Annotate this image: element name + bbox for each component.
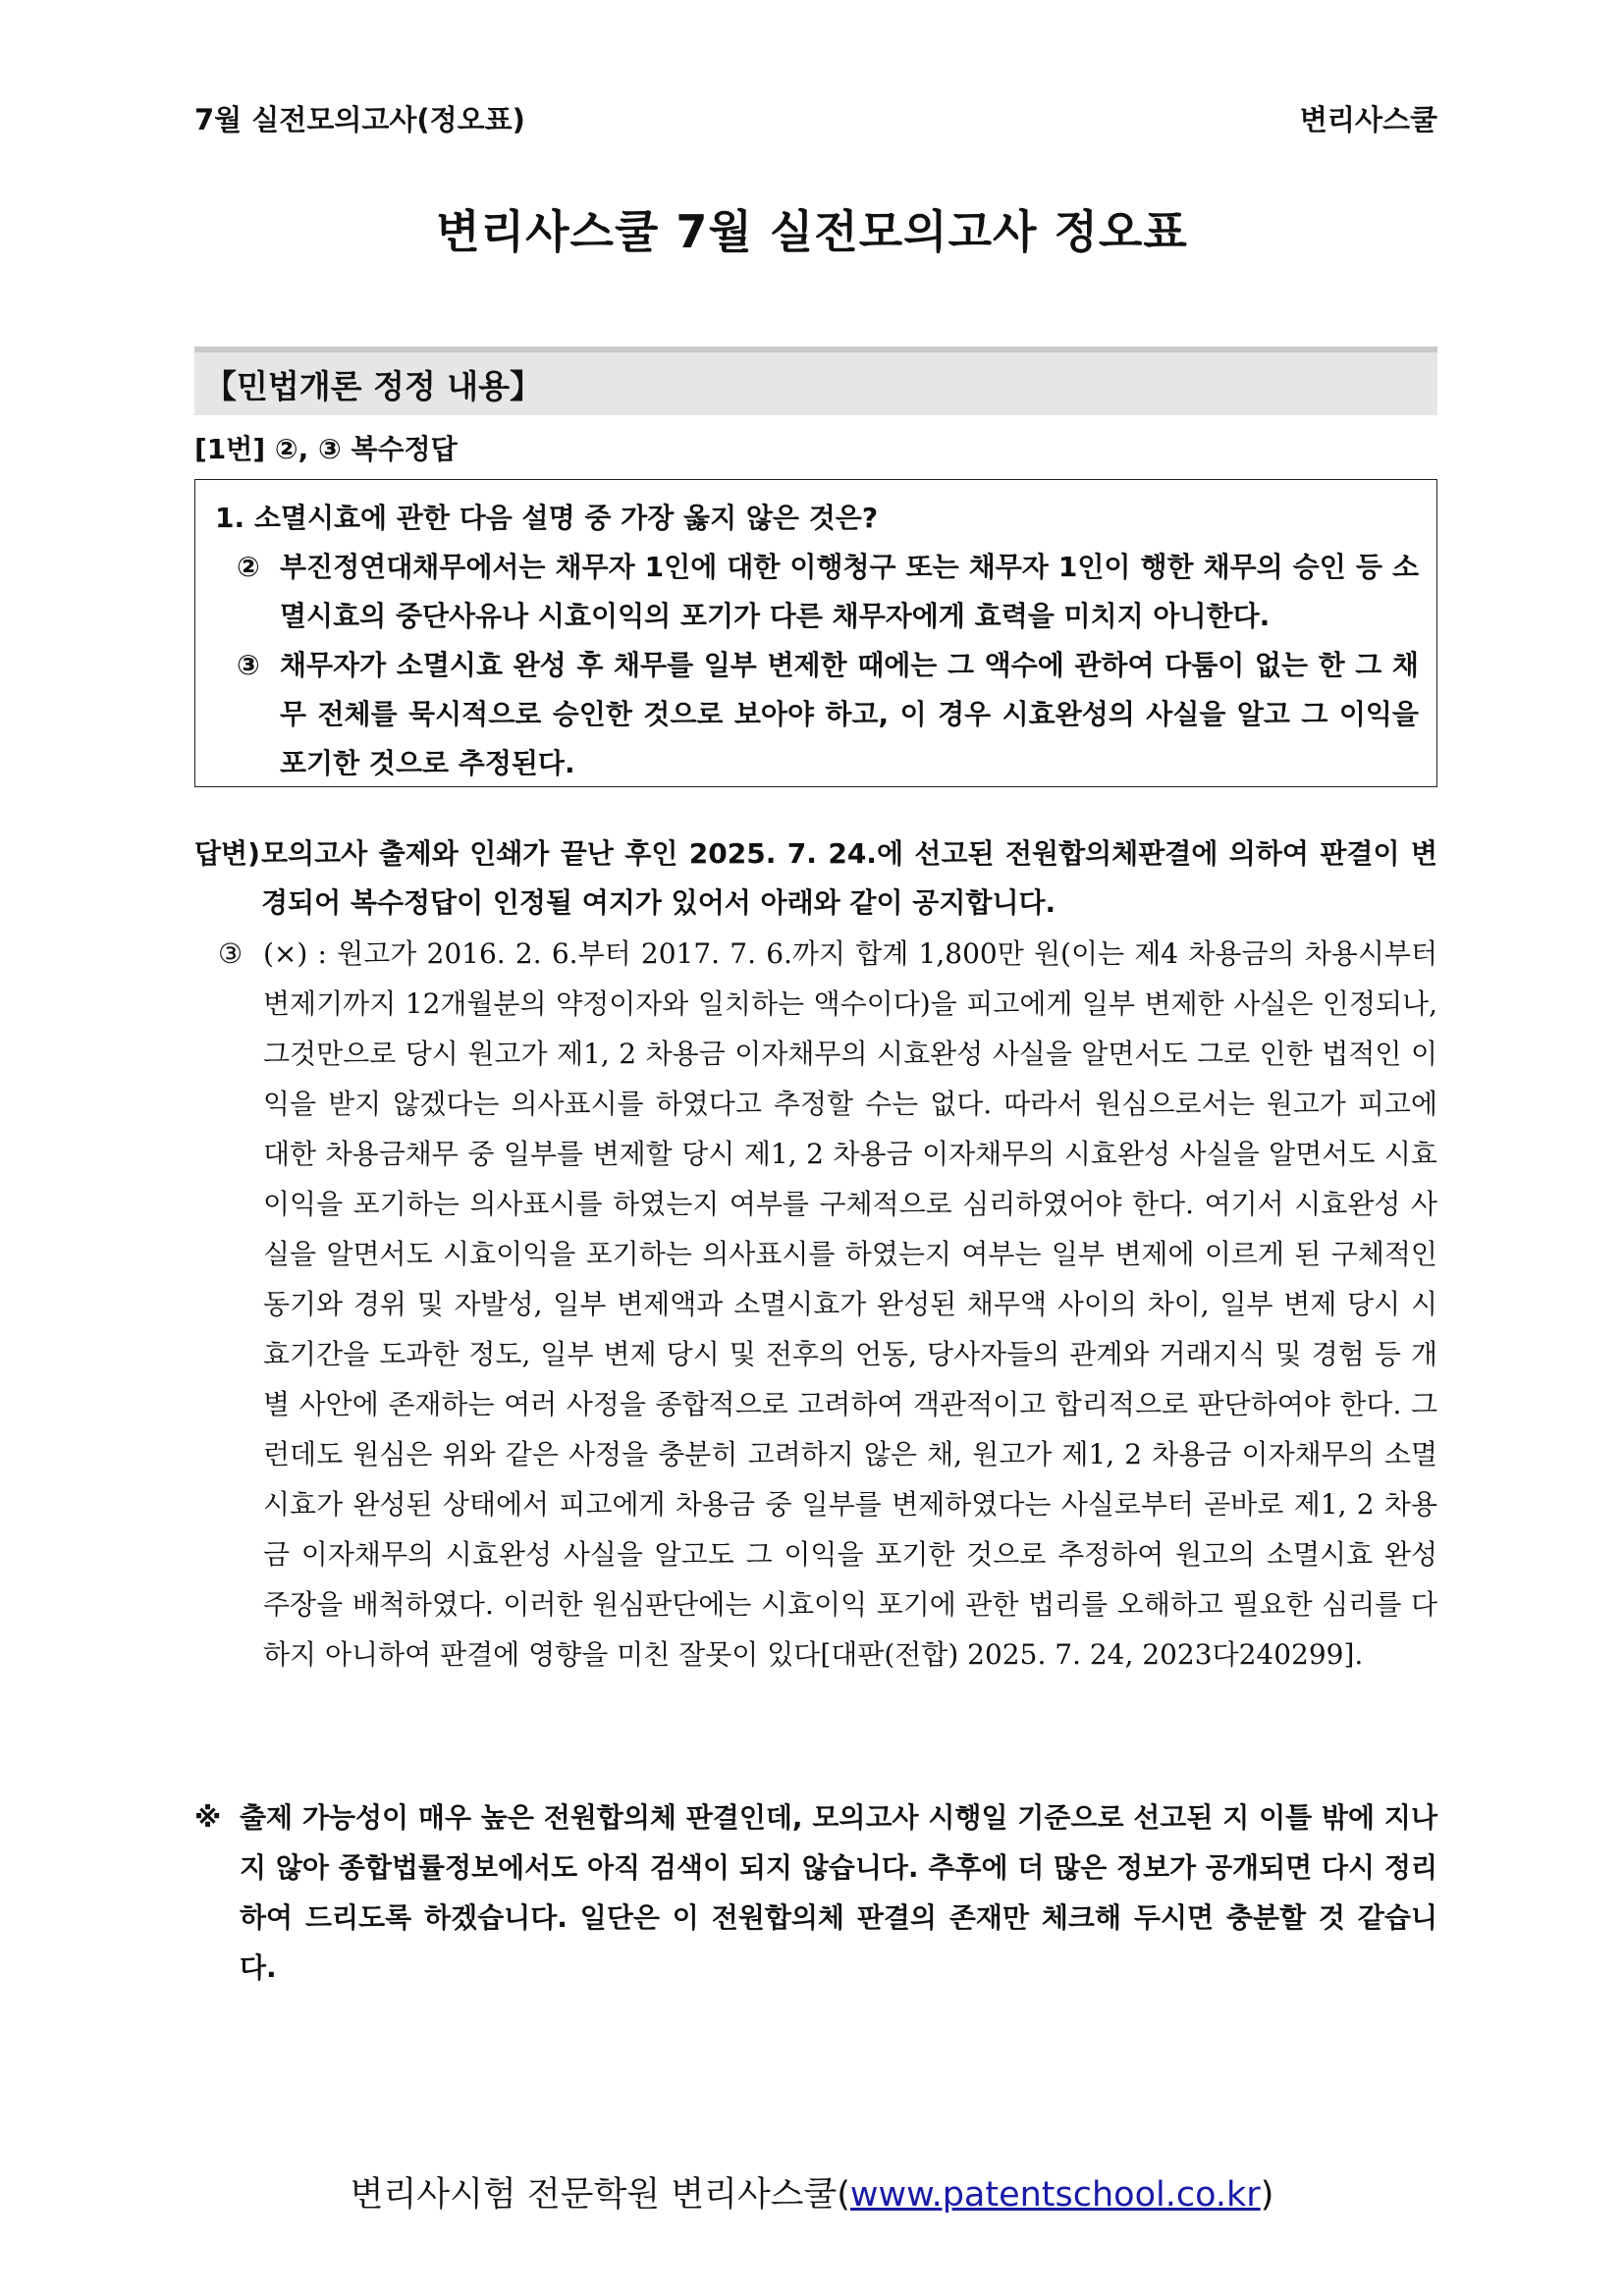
page-title: 변리사스쿨 7월 실전모의고사 정오표 [436, 205, 1188, 258]
detail-text: (×) : 원고가 2016. 2. 6.부터 2017. 7. 6.까지 합계 1,800만 원(이는 제4 차용금의 차용시부터 변제기까지 12개월분의 약정이자와 일치하는 액수이다)을 피고에게 일부 변제한 사실은 인정되나, 그것만으로 당시 원고가 제1, 2 차용금 이자채무의 시효완성 사실을 알면서도 그로 인한 법적인 이익을 받지 않겠다는 의사표시를 하였다고 추정할 수는 없다. 따라서 원심으로서는 원고가 피고에 대한 차용금채무 중 일부를 변제할 당시 제1, 2 차용금 이자채무의 시효완성 사실을 알면서도 시효이익을 포기하는 의사표시를 하였는지 여부를 구체적으로 심리하였어야 한다. 여기서 시효완성 사실을 알면서도 시효이익을 포기하는 의사표시를 하였는지 여부는 일부 변제에 이르게 된 구체적인 동기와 경위 및 자발성, 일부 변제액과 소멸시효가 완성된 채무액 사이의 차이, 일부 변제 당시 시효기간을 도과한 정도, 일부 변제 당시 및 전후의 언동, 당사자들의 관계와 거래지식 및 경험 등 개별 사안에 존재하는 여러 사정을 종합적으로 고려하여 객관적이고 합리적으로 판단하여야 한다. 그런데도 원심은 위와 같은 사정을 충분히 고려하지 않은 채, 원고가 제1, 2 차용금 이자채무의 소멸시효가 완성된 상태에서 피고에게 차용금 중 일부를 변제하였다는 사실로부터 곧바로 제1, 2 차용금 이자채무의 시효완성 사실을 알고도 그 이익을 포기한 것으로 추정하여 원고의 소멸시효 완성 주장을 배척하였다. 이러한 원심판단에는 시효이익 포기에 관한 법리를 오해하고 필요한 심리를 다하지 아니하여 판결에 영향을 미친 잘못이 있다[대판(전합) 2025. 7. 24, 2023다240299]. [263, 937, 1437, 1671]
footer-link[interactable]: www.patentschool.co.kr [849, 2175, 1261, 2215]
header-left: 7월 실전모의고사(정오표) [194, 103, 525, 136]
option-3 [237, 641, 1419, 788]
section-heading-text: 【민법개론 정정 내용】 [204, 366, 543, 405]
section-heading [194, 347, 1437, 415]
notice [194, 1792, 1437, 1993]
answer-label: 답변) [194, 837, 260, 870]
option-2-text: 부진정연대채무에서는 채무자 1인에 대한 이행청구 또는 채무자 1인이 행한 채무의 승인 등 소멸시효의 중단사유나 시효이익의 포기가 다른 채무자에게 효력을 미치지 아니한다. [280, 551, 1419, 632]
page-footer [0, 2167, 1624, 2216]
notice-text: 출제 가능성이 매우 높은 전원합의체 판결인데, 모의고사 시행일 기준으로 선고된 지 이틀 밖에 지나지 않아 종합법률정보에서도 아직 검색이 되지 않습니다. 추후에 더 많은 정보가 공개되면 다시 정리하여 드리도록 하겠습니다. 일단은 이 전원합의체 판결의 존재만 체크해 두시면 충분할 것 같습니다. [240, 1801, 1437, 1984]
answer-text: 모의고사 출제와 인쇄가 끝난 후인 2025. 7. 24.에 선고된 전원합의체판결에 의하여 판결이 변경되어 복수정답이 인정될 여지가 있어서 아래와 같이 공지합니다. [261, 837, 1437, 919]
footer-close: ) [1260, 2175, 1274, 2215]
notice-mark: ※ [194, 1801, 222, 1834]
header-right: 변리사스쿨 [1299, 103, 1437, 136]
footer-text: 변리사시험 전문학원 변리사스쿨( [350, 2175, 850, 2215]
option-2-mark: ② [237, 551, 260, 583]
option-3-text: 채무자가 소멸시효 완성 후 채무를 일부 변제한 때에는 그 액수에 관하여 다툼이 없는 한 그 채무 전체를 묵시적으로 승인한 것으로 보아야 하고, 이 경우 시효완성의 사실을 알고 그 이익을 포기한 것으로 추정된다. [280, 649, 1419, 779]
page-header [194, 98, 1437, 138]
option-3-mark: ③ [237, 649, 260, 681]
detail-mark: ③ [218, 937, 244, 970]
question-tag: [1번] ②, ③ 복수정답 [194, 433, 458, 465]
answer-block [194, 829, 1437, 928]
option-2 [237, 543, 1419, 641]
question-stem: 1. 소멸시효에 관한 다음 설명 중 가장 옳지 않은 것은? [215, 502, 879, 534]
answer-detail [218, 929, 1437, 1680]
question-box [194, 479, 1437, 787]
